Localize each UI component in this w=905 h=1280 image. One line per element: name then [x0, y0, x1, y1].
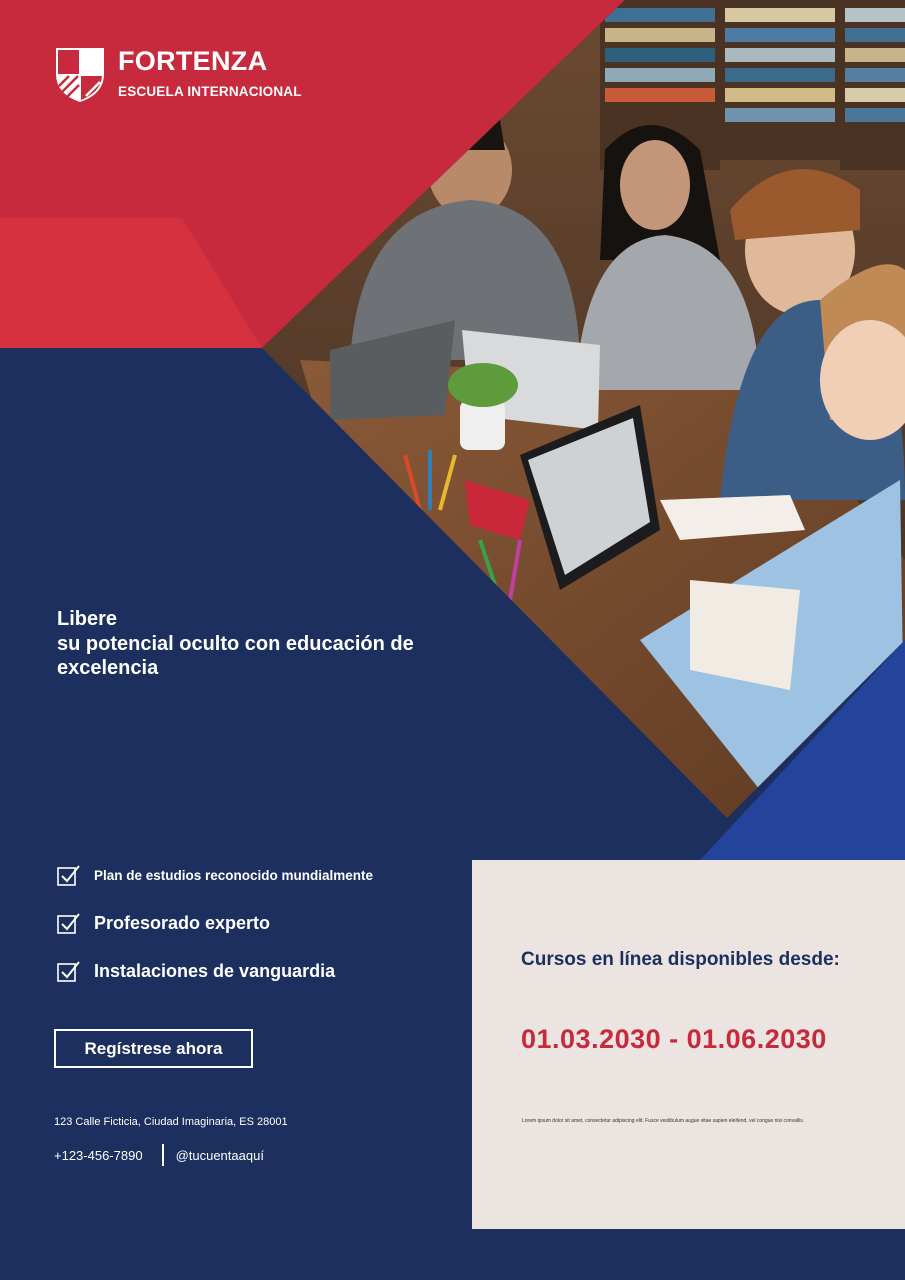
courses-title: Cursos en línea disponibles desde:: [521, 949, 840, 970]
logo-text: [118, 46, 302, 99]
checkbox-icon: [57, 912, 81, 934]
logo: [54, 46, 302, 104]
contact-divider: [162, 1144, 164, 1166]
address: 123 Calle Ficticia, Ciudad Imaginaria, ES 28001: [54, 1116, 288, 1128]
brand-subtitle: ESCUELA INTERNACIONAL: [118, 84, 302, 99]
brand-name: FORTENZA: [118, 46, 268, 76]
register-button[interactable]: Regístrese ahora: [54, 1029, 253, 1068]
courses-info-box: [472, 860, 905, 1229]
feature-label: Plan de estudios reconocido mundialmente: [94, 867, 374, 883]
feature-item: [57, 863, 373, 887]
checkbox-icon: [57, 960, 81, 982]
checkbox-icon: [57, 864, 81, 886]
phone-number: +123-456-7890: [54, 1147, 143, 1163]
courses-dates: 01.03.2030 - 01.06.2030: [521, 1024, 827, 1054]
feature-label: Instalaciones de vanguardia: [94, 960, 336, 981]
headline: Libere su potencial oculto con educación de excelencia: [57, 608, 414, 679]
shield-icon: [54, 46, 106, 104]
social-handle: @tucuentaaquí: [175, 1147, 264, 1163]
feature-label: Profesorado experto: [94, 912, 271, 933]
feature-item: [57, 911, 373, 935]
feature-item: [57, 959, 373, 983]
contact-row: [54, 1144, 264, 1166]
courses-description: Lorem ipsum dolor sit amet, consectetur adipiscing elit. Fusce vestibulum augue vitae sapien eleifend, vel congue nisi convallis.: [522, 1118, 805, 1124]
feature-list: [57, 863, 373, 983]
